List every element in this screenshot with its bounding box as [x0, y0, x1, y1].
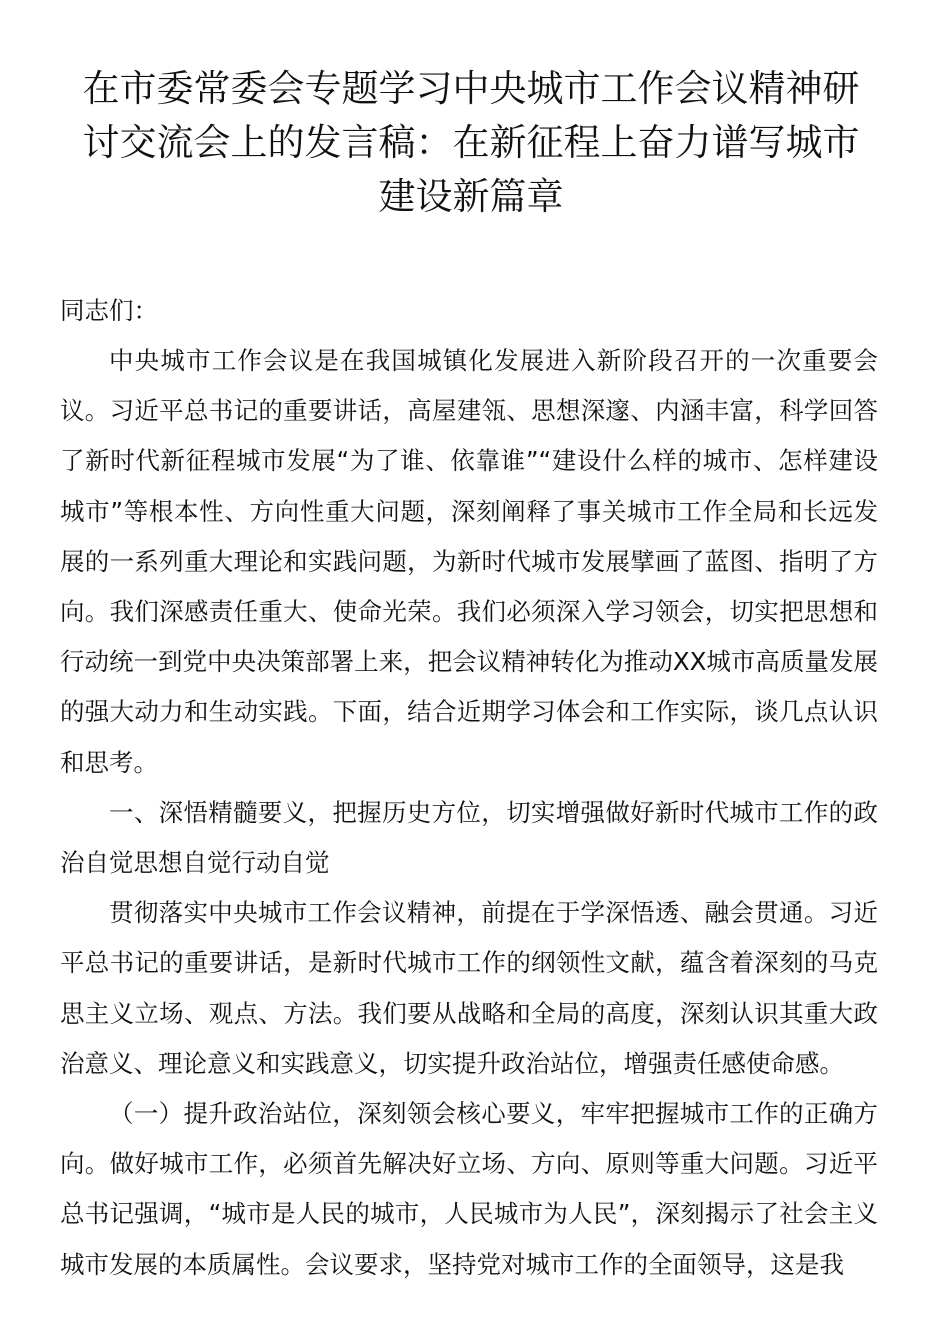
salutation: 同志们：: [60, 296, 158, 325]
body-paragraph-intro: 中央城市工作会议是在我国城镇化发展进入新阶段召开的一次重要会议。习近平总书记的重要讲话，高屋建瓴、思想深邃、内涵丰富，科学回答了新时代新征程城市发展“为了谁、依靠谁”“建设什么样的城市、怎样建设城市”等根本性、方向性重大问题，深刻阐释了事关城市工作全局和长远发展的一系列重大理论和实践问题，为新时代城市发展擘画了蓝图、指明了方向。我们深感责任重大、使命光荣。我们必须深入学习领会，切实把思想和行动统一到党中央决策部署上来，把会议精神转化为推动XX城市高质量发展的强大动力和生动实践。下面，结合近期学习体会和工作实际，谈几点认识和思考。: [60, 346, 878, 777]
document-title: 在市委常委会专题学习中央城市工作会议精神研讨交流会上的发言稿：在新征程上奋力谱写城市建设新篇章: [82, 67, 860, 218]
body-paragraph-section-one: 贯彻落实中央城市工作会议精神，前提在于学深悟透、融会贯通。习近平总书记的重要讲话，是新时代城市工作的纲领性文献，蕴含着深刻的马克思主义立场、观点、方法。我们要从战略和全局的高度，深刻认识其重大政治意义、理论意义和实践意义，切实提升政治站位，增强责任感使命感。: [60, 898, 878, 1078]
section-heading-one: 一、深悟精髓要义，把握历史方位，切实增强做好新时代城市工作的政治自觉思想自觉行动自觉: [60, 797, 878, 878]
body-paragraph-subsection-one: （一）提升政治站位，深刻领会核心要义，牢牢把握城市工作的正确方向。做好城市工作，必须首先解决好立场、方向、原则等重大问题。习近平总书记强调，“城市是人民的城市，人民城市为人民”，深刻揭示了社会主义城市发展的本质属性。会议要求，坚持党对城市工作的全面领导，这是我: [60, 1099, 878, 1279]
